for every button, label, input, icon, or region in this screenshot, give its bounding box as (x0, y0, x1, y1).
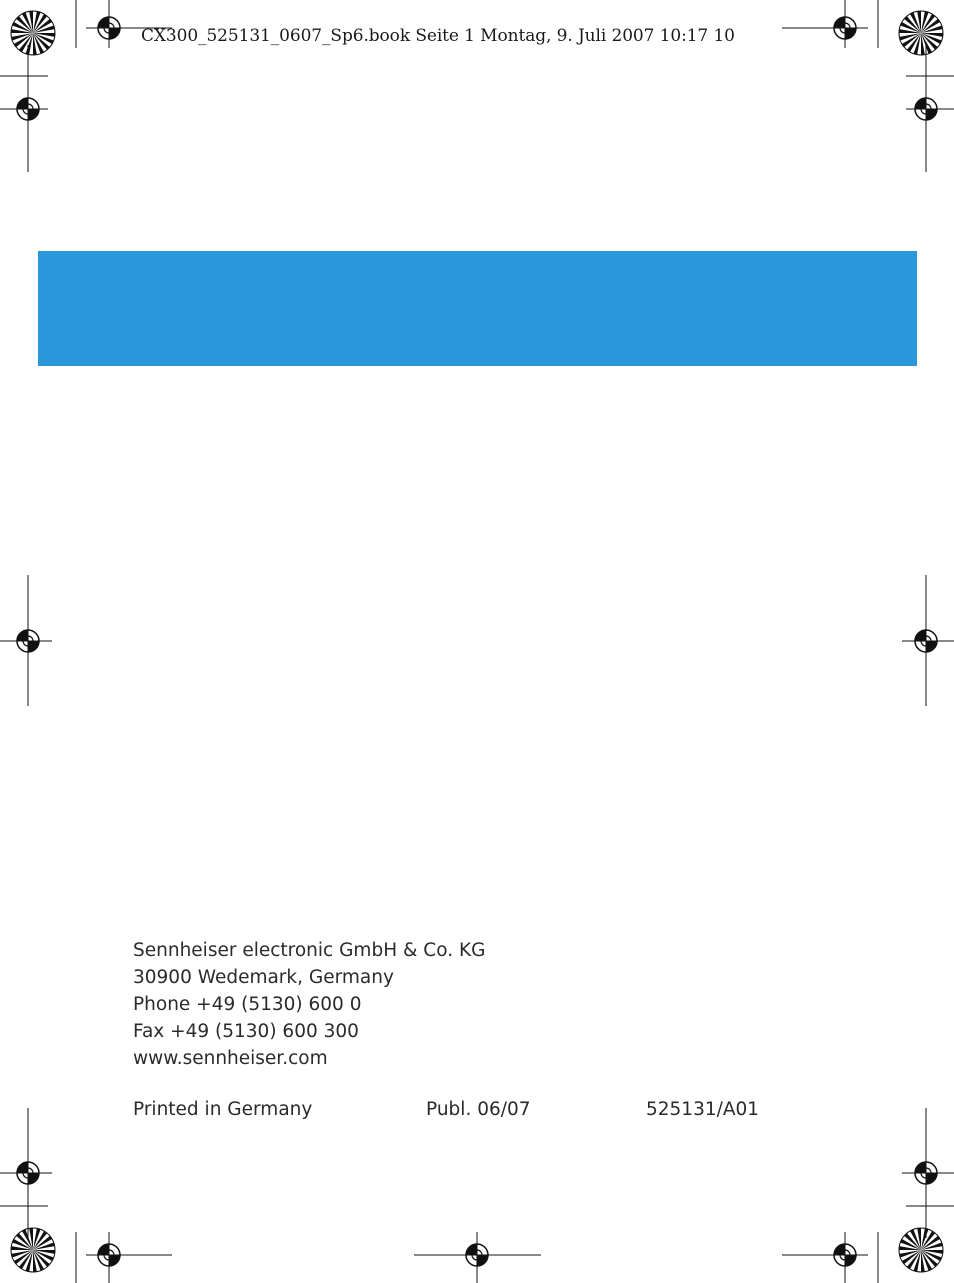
color-starburst-icon (899, 11, 943, 55)
registration-crosshair-icon (0, 575, 52, 706)
company-website: www.sennheiser.com (133, 1048, 328, 1069)
print-slug: CX300_525131_0607_Sp6.book Seite 1 Montag, 9. Juli 2007 10:17 10 (141, 26, 735, 46)
company-name: Sennheiser electronic GmbH & Co. KG (133, 940, 486, 961)
company-address (133, 937, 485, 1072)
registration-crosshair-icon (902, 575, 954, 706)
registration-crosshair-icon (782, 0, 868, 48)
registration-crosshair-icon (0, 1108, 52, 1238)
registration-crosshair-icon (414, 1232, 541, 1283)
blue-header-band (38, 251, 917, 366)
registration-crosshair-icon (906, 45, 954, 172)
publication-date: Publ. 06/07 (426, 1099, 531, 1120)
company-phone: Phone +49 (5130) 600 0 (133, 994, 362, 1015)
color-starburst-icon (899, 1228, 943, 1272)
printed-in: Printed in Germany (133, 1099, 313, 1120)
company-city: 30900 Wedemark, Germany (133, 967, 394, 988)
registration-crosshair-icon (902, 1108, 954, 1238)
color-starburst-icon (11, 1228, 55, 1272)
color-starburst-icon (11, 11, 55, 55)
registration-crosshair-icon (86, 1232, 172, 1283)
part-number: 525131/A01 (646, 1099, 760, 1120)
registration-crosshair-icon (0, 45, 48, 172)
company-fax: Fax +49 (5130) 600 300 (133, 1021, 359, 1042)
registration-crosshair-icon (782, 1232, 868, 1283)
